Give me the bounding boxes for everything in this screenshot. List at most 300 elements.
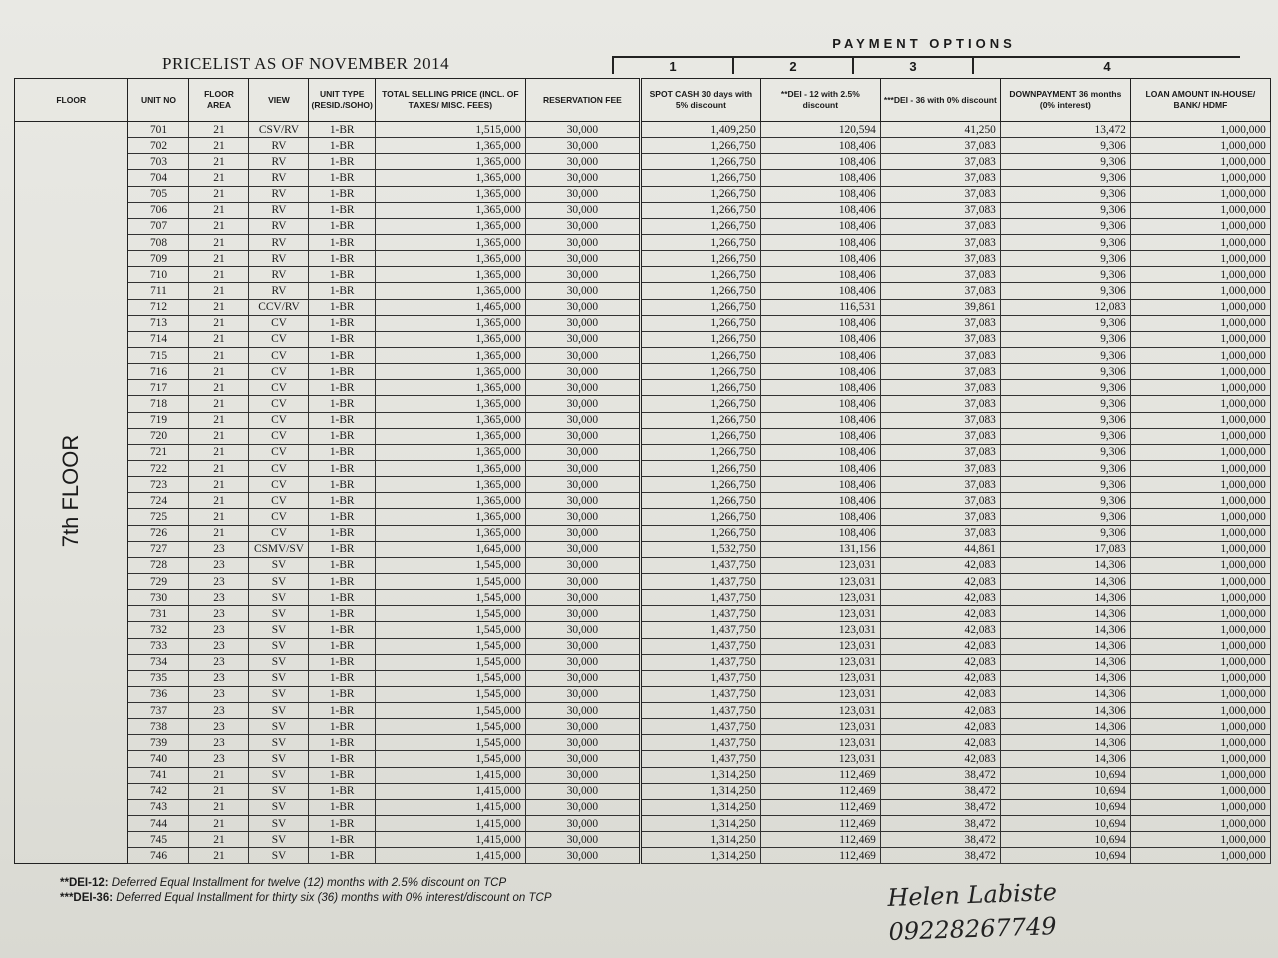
cell-reservation-fee: 30,000 <box>525 460 640 476</box>
cell-downpayment: 14,306 <box>1000 557 1130 573</box>
table-row <box>15 202 1271 218</box>
cell-view: RV <box>249 267 309 283</box>
cell-view: SV <box>249 816 309 832</box>
cell-unit-no: 712 <box>128 299 189 315</box>
cell-unit-no: 728 <box>128 557 189 573</box>
cell-unit-no: 730 <box>128 590 189 606</box>
cell-floor-area: 21 <box>189 122 249 138</box>
header-dei-36: ***DEI - 36 with 0% discount <box>880 79 1000 122</box>
cell-floor-area: 21 <box>189 186 249 202</box>
cell-reservation-fee: 30,000 <box>525 283 640 299</box>
cell-view: CV <box>249 525 309 541</box>
cell-downpayment: 14,306 <box>1000 638 1130 654</box>
cell-view: SV <box>249 654 309 670</box>
cell-total-selling-price: 1,545,000 <box>375 670 525 686</box>
table-row <box>15 670 1271 686</box>
cell-total-selling-price: 1,415,000 <box>375 848 525 864</box>
cell-view: RV <box>249 234 309 250</box>
cell-spot-cash: 1,266,750 <box>640 525 760 541</box>
cell-spot-cash: 1,266,750 <box>640 186 760 202</box>
cell-total-selling-price: 1,365,000 <box>375 186 525 202</box>
cell-floor-area: 21 <box>189 412 249 428</box>
cell-unit-type: 1-BR <box>309 557 375 573</box>
cell-unit-type: 1-BR <box>309 573 375 589</box>
cell-reservation-fee: 30,000 <box>525 267 640 283</box>
cell-loan-amount: 1,000,000 <box>1130 122 1270 138</box>
cell-dei-36: 37,083 <box>880 493 1000 509</box>
cell-view: CV <box>249 477 309 493</box>
cell-dei-36: 37,083 <box>880 202 1000 218</box>
cell-dei-12: 108,406 <box>760 525 880 541</box>
cell-floor-area: 21 <box>189 460 249 476</box>
cell-dei-36: 37,083 <box>880 267 1000 283</box>
cell-floor-area: 21 <box>189 138 249 154</box>
cell-dei-12: 108,406 <box>760 170 880 186</box>
cell-unit-type: 1-BR <box>309 816 375 832</box>
table-row <box>15 493 1271 509</box>
cell-unit-type: 1-BR <box>309 364 375 380</box>
cell-view: SV <box>249 573 309 589</box>
cell-unit-no: 742 <box>128 783 189 799</box>
cell-downpayment: 10,694 <box>1000 848 1130 864</box>
floor-label: 7th FLOOR <box>58 434 84 547</box>
cell-unit-no: 705 <box>128 186 189 202</box>
cell-unit-no: 713 <box>128 315 189 331</box>
cell-unit-type: 1-BR <box>309 396 375 412</box>
cell-total-selling-price: 1,365,000 <box>375 364 525 380</box>
cell-reservation-fee: 30,000 <box>525 799 640 815</box>
cell-reservation-fee: 30,000 <box>525 396 640 412</box>
cell-unit-type: 1-BR <box>309 719 375 735</box>
cell-dei-36: 42,083 <box>880 703 1000 719</box>
cell-loan-amount: 1,000,000 <box>1130 396 1270 412</box>
option-number-2: 2 <box>732 56 852 74</box>
cell-reservation-fee: 30,000 <box>525 719 640 735</box>
cell-floor-area: 21 <box>189 267 249 283</box>
cell-dei-12: 112,469 <box>760 848 880 864</box>
cell-total-selling-price: 1,545,000 <box>375 606 525 622</box>
cell-reservation-fee: 30,000 <box>525 315 640 331</box>
cell-view: RV <box>249 170 309 186</box>
cell-total-selling-price: 1,365,000 <box>375 170 525 186</box>
cell-downpayment: 9,306 <box>1000 218 1130 234</box>
cell-loan-amount: 1,000,000 <box>1130 170 1270 186</box>
cell-total-selling-price: 1,365,000 <box>375 218 525 234</box>
cell-floor-area: 21 <box>189 380 249 396</box>
cell-dei-12: 123,031 <box>760 557 880 573</box>
cell-reservation-fee: 30,000 <box>525 654 640 670</box>
table-row <box>15 525 1271 541</box>
cell-downpayment: 12,083 <box>1000 299 1130 315</box>
footnote-key: ***DEI-36: <box>60 892 114 904</box>
handwritten-name: Helen Labiste <box>886 878 1058 912</box>
cell-dei-12: 123,031 <box>760 686 880 702</box>
cell-spot-cash: 1,314,250 <box>640 848 760 864</box>
cell-floor-area: 21 <box>189 396 249 412</box>
cell-view: RV <box>249 138 309 154</box>
cell-floor-area: 23 <box>189 670 249 686</box>
cell-unit-no: 725 <box>128 509 189 525</box>
cell-view: CV <box>249 509 309 525</box>
cell-unit-no: 723 <box>128 477 189 493</box>
handwritten-contact <box>887 875 1059 949</box>
cell-total-selling-price: 1,365,000 <box>375 331 525 347</box>
cell-loan-amount: 1,000,000 <box>1130 477 1270 493</box>
cell-unit-no: 745 <box>128 832 189 848</box>
cell-dei-36: 42,083 <box>880 606 1000 622</box>
cell-total-selling-price: 1,365,000 <box>375 202 525 218</box>
cell-spot-cash: 1,437,750 <box>640 686 760 702</box>
cell-total-selling-price: 1,365,000 <box>375 267 525 283</box>
cell-loan-amount: 1,000,000 <box>1130 767 1270 783</box>
cell-floor-area: 21 <box>189 347 249 363</box>
cell-dei-36: 37,083 <box>880 428 1000 444</box>
cell-floor-area: 21 <box>189 848 249 864</box>
cell-loan-amount: 1,000,000 <box>1130 719 1270 735</box>
cell-dei-12: 123,031 <box>760 638 880 654</box>
cell-floor-area: 21 <box>189 816 249 832</box>
cell-unit-type: 1-BR <box>309 767 375 783</box>
footnote-key: **DEI-12: <box>60 877 109 889</box>
cell-unit-type: 1-BR <box>309 622 375 638</box>
cell-view: RV <box>249 283 309 299</box>
cell-dei-12: 123,031 <box>760 751 880 767</box>
cell-spot-cash: 1,266,750 <box>640 396 760 412</box>
cell-unit-no: 739 <box>128 735 189 751</box>
cell-unit-type: 1-BR <box>309 186 375 202</box>
cell-view: SV <box>249 606 309 622</box>
cell-spot-cash: 1,266,750 <box>640 299 760 315</box>
cell-unit-no: 707 <box>128 218 189 234</box>
header-reservation-fee: RESERVATION FEE <box>525 79 640 122</box>
cell-total-selling-price: 1,465,000 <box>375 299 525 315</box>
cell-view: CV <box>249 396 309 412</box>
cell-view: CV <box>249 460 309 476</box>
footnote-dei-36 <box>60 891 552 906</box>
header-total-selling-price: TOTAL SELLING PRICE (INCL. OF TAXES/ MISC. FEES) <box>375 79 525 122</box>
cell-spot-cash: 1,437,750 <box>640 719 760 735</box>
table-row <box>15 573 1271 589</box>
cell-dei-36: 37,083 <box>880 460 1000 476</box>
header-unit-no: UNIT NO <box>128 79 189 122</box>
table-row <box>15 380 1271 396</box>
cell-unit-no: 738 <box>128 719 189 735</box>
cell-loan-amount: 1,000,000 <box>1130 783 1270 799</box>
cell-dei-12: 120,594 <box>760 122 880 138</box>
option-number-3: 3 <box>852 56 972 74</box>
cell-view: SV <box>249 735 309 751</box>
cell-dei-12: 123,031 <box>760 719 880 735</box>
cell-spot-cash: 1,437,750 <box>640 573 760 589</box>
cell-unit-type: 1-BR <box>309 735 375 751</box>
cell-downpayment: 9,306 <box>1000 396 1130 412</box>
cell-total-selling-price: 1,415,000 <box>375 832 525 848</box>
cell-dei-36: 37,083 <box>880 138 1000 154</box>
cell-view: SV <box>249 557 309 573</box>
cell-unit-type: 1-BR <box>309 283 375 299</box>
cell-floor-area: 21 <box>189 428 249 444</box>
header-row <box>15 79 1271 122</box>
cell-floor-area: 23 <box>189 638 249 654</box>
cell-dei-36: 38,472 <box>880 816 1000 832</box>
cell-reservation-fee: 30,000 <box>525 412 640 428</box>
cell-unit-type: 1-BR <box>309 590 375 606</box>
cell-reservation-fee: 30,000 <box>525 557 640 573</box>
cell-unit-type: 1-BR <box>309 412 375 428</box>
cell-reservation-fee: 30,000 <box>525 832 640 848</box>
cell-loan-amount: 1,000,000 <box>1130 670 1270 686</box>
cell-unit-type: 1-BR <box>309 202 375 218</box>
cell-view: SV <box>249 848 309 864</box>
cell-reservation-fee: 30,000 <box>525 347 640 363</box>
cell-floor-area: 21 <box>189 525 249 541</box>
cell-total-selling-price: 1,415,000 <box>375 767 525 783</box>
cell-dei-12: 123,031 <box>760 622 880 638</box>
cell-loan-amount: 1,000,000 <box>1130 154 1270 170</box>
cell-downpayment: 9,306 <box>1000 186 1130 202</box>
cell-downpayment: 9,306 <box>1000 444 1130 460</box>
cell-spot-cash: 1,266,750 <box>640 138 760 154</box>
cell-unit-type: 1-BR <box>309 154 375 170</box>
cell-loan-amount: 1,000,000 <box>1130 557 1270 573</box>
cell-reservation-fee: 30,000 <box>525 493 640 509</box>
cell-dei-36: 42,083 <box>880 735 1000 751</box>
cell-floor-area: 21 <box>189 444 249 460</box>
cell-reservation-fee: 30,000 <box>525 816 640 832</box>
cell-reservation-fee: 30,000 <box>525 154 640 170</box>
cell-spot-cash: 1,437,750 <box>640 590 760 606</box>
cell-reservation-fee: 30,000 <box>525 218 640 234</box>
cell-view: SV <box>249 622 309 638</box>
table-row <box>15 138 1271 154</box>
cell-total-selling-price: 1,415,000 <box>375 799 525 815</box>
cell-dei-36: 38,472 <box>880 783 1000 799</box>
footnote-dei-12 <box>60 876 552 891</box>
cell-unit-no: 741 <box>128 767 189 783</box>
cell-spot-cash: 1,409,250 <box>640 122 760 138</box>
cell-total-selling-price: 1,545,000 <box>375 735 525 751</box>
cell-loan-amount: 1,000,000 <box>1130 832 1270 848</box>
cell-reservation-fee: 30,000 <box>525 590 640 606</box>
cell-dei-36: 37,083 <box>880 509 1000 525</box>
cell-unit-no: 717 <box>128 380 189 396</box>
header-floor: FLOOR <box>15 79 128 122</box>
cell-downpayment: 10,694 <box>1000 799 1130 815</box>
payment-options-text: PAYMENT OPTIONS <box>832 36 1016 51</box>
cell-unit-type: 1-BR <box>309 541 375 557</box>
footnotes <box>60 876 552 906</box>
cell-unit-no: 708 <box>128 234 189 250</box>
cell-dei-36: 37,083 <box>880 347 1000 363</box>
footnote-text: Deferred Equal Installment for twelve (12) months with 2.5% discount on TCP <box>108 877 507 889</box>
cell-loan-amount: 1,000,000 <box>1130 380 1270 396</box>
cell-dei-12: 108,406 <box>760 283 880 299</box>
option-number-4: 4 <box>972 56 1240 74</box>
cell-loan-amount: 1,000,000 <box>1130 525 1270 541</box>
table-row <box>15 170 1271 186</box>
cell-spot-cash: 1,266,750 <box>640 444 760 460</box>
cell-floor-area: 23 <box>189 654 249 670</box>
cell-unit-type: 1-BR <box>309 703 375 719</box>
cell-loan-amount: 1,000,000 <box>1130 493 1270 509</box>
cell-floor-area: 23 <box>189 557 249 573</box>
cell-spot-cash: 1,266,750 <box>640 380 760 396</box>
cell-floor-area: 21 <box>189 477 249 493</box>
cell-unit-no: 704 <box>128 170 189 186</box>
cell-dei-36: 37,083 <box>880 186 1000 202</box>
table-row <box>15 590 1271 606</box>
cell-reservation-fee: 30,000 <box>525 606 640 622</box>
cell-dei-36: 39,861 <box>880 299 1000 315</box>
table-row <box>15 412 1271 428</box>
cell-total-selling-price: 1,545,000 <box>375 654 525 670</box>
cell-downpayment: 9,306 <box>1000 347 1130 363</box>
table-row <box>15 428 1271 444</box>
cell-dei-36: 37,083 <box>880 218 1000 234</box>
cell-dei-12: 131,156 <box>760 541 880 557</box>
cell-unit-type: 1-BR <box>309 122 375 138</box>
cell-downpayment: 9,306 <box>1000 525 1130 541</box>
cell-floor-area: 21 <box>189 315 249 331</box>
cell-dei-36: 38,472 <box>880 848 1000 864</box>
cell-unit-no: 740 <box>128 751 189 767</box>
cell-total-selling-price: 1,365,000 <box>375 412 525 428</box>
cell-total-selling-price: 1,545,000 <box>375 703 525 719</box>
cell-spot-cash: 1,314,250 <box>640 767 760 783</box>
cell-dei-36: 41,250 <box>880 122 1000 138</box>
cell-floor-area: 21 <box>189 783 249 799</box>
header-spot-cash: SPOT CASH 30 days with 5% discount <box>640 79 760 122</box>
cell-downpayment: 9,306 <box>1000 234 1130 250</box>
cell-downpayment: 13,472 <box>1000 122 1130 138</box>
cell-downpayment: 14,306 <box>1000 654 1130 670</box>
cell-loan-amount: 1,000,000 <box>1130 267 1270 283</box>
cell-floor-area: 21 <box>189 202 249 218</box>
cell-dei-12: 108,406 <box>760 138 880 154</box>
cell-reservation-fee: 30,000 <box>525 234 640 250</box>
cell-loan-amount: 1,000,000 <box>1130 590 1270 606</box>
cell-total-selling-price: 1,645,000 <box>375 541 525 557</box>
cell-dei-12: 123,031 <box>760 703 880 719</box>
cell-dei-12: 123,031 <box>760 670 880 686</box>
cell-loan-amount: 1,000,000 <box>1130 283 1270 299</box>
cell-loan-amount: 1,000,000 <box>1130 347 1270 363</box>
cell-unit-type: 1-BR <box>309 267 375 283</box>
cell-dei-12: 123,031 <box>760 590 880 606</box>
cell-dei-36: 42,083 <box>880 686 1000 702</box>
cell-unit-no: 734 <box>128 654 189 670</box>
cell-total-selling-price: 1,365,000 <box>375 444 525 460</box>
cell-downpayment: 9,306 <box>1000 202 1130 218</box>
cell-floor-area: 23 <box>189 541 249 557</box>
cell-total-selling-price: 1,365,000 <box>375 380 525 396</box>
cell-reservation-fee: 30,000 <box>525 122 640 138</box>
cell-dei-12: 108,406 <box>760 460 880 476</box>
cell-floor-area: 23 <box>189 590 249 606</box>
cell-view: SV <box>249 686 309 702</box>
table-row <box>15 444 1271 460</box>
cell-total-selling-price: 1,545,000 <box>375 751 525 767</box>
pricelist-table <box>14 78 1271 864</box>
table-row <box>15 299 1271 315</box>
cell-unit-no: 716 <box>128 364 189 380</box>
table-row <box>15 654 1271 670</box>
cell-total-selling-price: 1,365,000 <box>375 509 525 525</box>
cell-floor-area: 21 <box>189 234 249 250</box>
cell-total-selling-price: 1,415,000 <box>375 816 525 832</box>
cell-spot-cash: 1,437,750 <box>640 557 760 573</box>
cell-unit-type: 1-BR <box>309 783 375 799</box>
cell-spot-cash: 1,266,750 <box>640 412 760 428</box>
cell-reservation-fee: 30,000 <box>525 541 640 557</box>
cell-view: RV <box>249 218 309 234</box>
table-row <box>15 218 1271 234</box>
cell-spot-cash: 1,266,750 <box>640 170 760 186</box>
cell-total-selling-price: 1,365,000 <box>375 460 525 476</box>
table-row <box>15 848 1271 864</box>
cell-loan-amount: 1,000,000 <box>1130 315 1270 331</box>
cell-reservation-fee: 30,000 <box>525 477 640 493</box>
cell-dei-12: 108,406 <box>760 412 880 428</box>
cell-unit-type: 1-BR <box>309 138 375 154</box>
cell-floor-area: 21 <box>189 331 249 347</box>
table-row <box>15 331 1271 347</box>
cell-dei-36: 42,083 <box>880 622 1000 638</box>
floor-cell <box>15 122 128 864</box>
cell-total-selling-price: 1,515,000 <box>375 122 525 138</box>
cell-unit-no: 729 <box>128 573 189 589</box>
footnote-text: Deferred Equal Installment for thirty six (36) months with 0% interest/discount on TCP <box>113 892 552 904</box>
table-row <box>15 735 1271 751</box>
cell-loan-amount: 1,000,000 <box>1130 138 1270 154</box>
cell-loan-amount: 1,000,000 <box>1130 412 1270 428</box>
cell-unit-no: 722 <box>128 460 189 476</box>
cell-view: CV <box>249 412 309 428</box>
header-dei-12: **DEI - 12 with 2.5% discount <box>760 79 880 122</box>
cell-dei-36: 37,083 <box>880 154 1000 170</box>
cell-floor-area: 23 <box>189 719 249 735</box>
cell-reservation-fee: 30,000 <box>525 751 640 767</box>
table-row <box>15 396 1271 412</box>
header-downpayment: DOWNPAYMENT 36 months (0% interest) <box>1000 79 1130 122</box>
cell-dei-12: 108,406 <box>760 509 880 525</box>
cell-loan-amount: 1,000,000 <box>1130 509 1270 525</box>
cell-spot-cash: 1,266,750 <box>640 218 760 234</box>
cell-spot-cash: 1,314,250 <box>640 832 760 848</box>
table-row <box>15 154 1271 170</box>
cell-dei-36: 37,083 <box>880 380 1000 396</box>
cell-spot-cash: 1,266,750 <box>640 251 760 267</box>
cell-downpayment: 14,306 <box>1000 606 1130 622</box>
cell-dei-36: 37,083 <box>880 364 1000 380</box>
cell-dei-12: 108,406 <box>760 267 880 283</box>
table-row <box>15 638 1271 654</box>
cell-spot-cash: 1,266,750 <box>640 364 760 380</box>
cell-unit-no: 715 <box>128 347 189 363</box>
table-row <box>15 509 1271 525</box>
cell-total-selling-price: 1,545,000 <box>375 557 525 573</box>
cell-downpayment: 9,306 <box>1000 460 1130 476</box>
cell-unit-no: 737 <box>128 703 189 719</box>
cell-floor-area: 23 <box>189 735 249 751</box>
cell-unit-no: 744 <box>128 816 189 832</box>
cell-dei-36: 37,083 <box>880 477 1000 493</box>
cell-spot-cash: 1,437,750 <box>640 670 760 686</box>
cell-total-selling-price: 1,545,000 <box>375 590 525 606</box>
cell-unit-no: 703 <box>128 154 189 170</box>
cell-unit-type: 1-BR <box>309 848 375 864</box>
cell-floor-area: 23 <box>189 703 249 719</box>
